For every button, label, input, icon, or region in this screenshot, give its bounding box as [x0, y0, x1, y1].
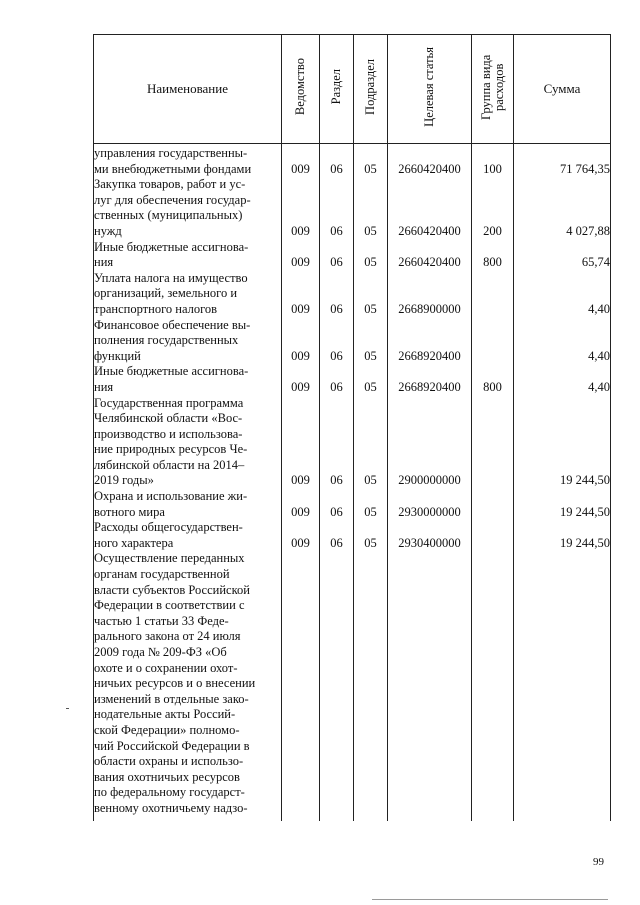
table-row	[94, 364, 611, 395]
row-name: Уплата налога на имущество организаций, земельного и транспортного налогов	[94, 271, 282, 318]
row-name: Закупка товаров, работ и ус- луг для обеспечения государ- ственных (муниципальных) нужд	[94, 177, 282, 239]
row-razd: 06	[320, 489, 354, 520]
row-podr: 05	[354, 396, 388, 490]
header-target: Целевая статья	[388, 35, 472, 144]
row-name: Иные бюджетные ассигнова- ния	[94, 364, 282, 395]
row-target: 2660420400	[388, 144, 472, 178]
empty-cell	[354, 551, 388, 821]
row-ved: 009	[282, 520, 320, 551]
header-group: Группа вида расходов	[472, 35, 514, 144]
row-sum: 4,40	[514, 364, 611, 395]
row-ved: 009	[282, 271, 320, 318]
row-sum: 4,40	[514, 318, 611, 365]
table-row	[94, 240, 611, 271]
row-razd: 06	[320, 364, 354, 395]
row-target: 2668900000	[388, 271, 472, 318]
row-name: Расходы общегосударствен- ного характера	[94, 520, 282, 551]
row-razd: 06	[320, 520, 354, 551]
empty-cell	[282, 551, 320, 821]
empty-cell	[472, 551, 514, 821]
margin-mark	[66, 708, 69, 709]
row-razd: 06	[320, 396, 354, 490]
row-razd: 06	[320, 144, 354, 178]
row-razd: 06	[320, 271, 354, 318]
page-number: 99	[593, 856, 604, 868]
row-ved: 009	[282, 177, 320, 239]
row-target: 2900000000	[388, 396, 472, 490]
row-sum: 71 764,35	[514, 144, 611, 178]
header-sum: Сумма	[514, 35, 611, 144]
row-name: Осуществление переданных органам государственной власти субъектов Российской Федерации в соответствии с частью 1 статьи 33 Феде- рального закона от 24 июля 2009 года № 209-ФЗ «Об охоте и о сохранении охот- ничьих ресурсов и о внесении изменений в отдельные зако- нодательные акты Россий- ской Федерации» полномо- чий Российской Федерации в области охраны и использо- вания охотничьих ресурсов по федеральному государст- венному охотничьему надзо-	[94, 551, 282, 821]
row-ved: 009	[282, 144, 320, 178]
row-group	[472, 396, 514, 490]
row-sum: 19 244,50	[514, 520, 611, 551]
row-target: 2660420400	[388, 177, 472, 239]
row-sum: 4 027,88	[514, 177, 611, 239]
header-razdel: Раздел	[320, 35, 354, 144]
row-podr: 05	[354, 520, 388, 551]
row-podr: 05	[354, 177, 388, 239]
row-group	[472, 318, 514, 365]
table-row	[94, 396, 611, 490]
row-razd: 06	[320, 177, 354, 239]
row-ved: 009	[282, 318, 320, 365]
row-target: 2930400000	[388, 520, 472, 551]
row-group: 200	[472, 177, 514, 239]
row-target: 2668920400	[388, 364, 472, 395]
row-name: управления государственны- ми внебюджетными фондами	[94, 144, 282, 178]
row-ved: 009	[282, 364, 320, 395]
row-group: 100	[472, 144, 514, 178]
bottom-rule	[372, 899, 608, 900]
table-row	[94, 177, 611, 239]
empty-cell	[514, 551, 611, 821]
row-sum: 65,74	[514, 240, 611, 271]
row-podr: 05	[354, 489, 388, 520]
row-target: 2930000000	[388, 489, 472, 520]
row-group	[472, 520, 514, 551]
row-podr: 05	[354, 318, 388, 365]
row-podr: 05	[354, 144, 388, 178]
header-name: Наименование	[94, 35, 282, 144]
row-name: Государственная программа Челябинской области «Вос- производство и использова- ние природных ресурсов Че- лябинской области на 2014– 2019 годы»	[94, 396, 282, 490]
row-group	[472, 271, 514, 318]
header-podrazdel: Подраздел	[354, 35, 388, 144]
table-row	[94, 318, 611, 365]
row-podr: 05	[354, 364, 388, 395]
row-podr: 05	[354, 240, 388, 271]
row-group	[472, 489, 514, 520]
row-sum: 19 244,50	[514, 396, 611, 490]
row-name: Иные бюджетные ассигнова- ния	[94, 240, 282, 271]
row-ved: 009	[282, 396, 320, 490]
row-ved: 009	[282, 489, 320, 520]
table-row	[94, 144, 611, 178]
row-name: Финансовое обеспечение вы- полнения государственных функций	[94, 318, 282, 365]
row-razd: 06	[320, 240, 354, 271]
row-target: 2660420400	[388, 240, 472, 271]
row-name: Охрана и использование жи- вотного мира	[94, 489, 282, 520]
row-group: 800	[472, 364, 514, 395]
budget-table	[93, 34, 611, 821]
table-row	[94, 489, 611, 520]
empty-cell	[320, 551, 354, 821]
row-group: 800	[472, 240, 514, 271]
table-row	[94, 271, 611, 318]
row-razd: 06	[320, 318, 354, 365]
empty-cell	[388, 551, 472, 821]
row-podr: 05	[354, 271, 388, 318]
row-target: 2668920400	[388, 318, 472, 365]
table-row-continued	[94, 551, 611, 821]
header-vedomstvo: Ведомство	[282, 35, 320, 144]
row-ved: 009	[282, 240, 320, 271]
table-row	[94, 520, 611, 551]
row-sum: 4,40	[514, 271, 611, 318]
row-sum: 19 244,50	[514, 489, 611, 520]
table-header-row	[94, 35, 611, 144]
